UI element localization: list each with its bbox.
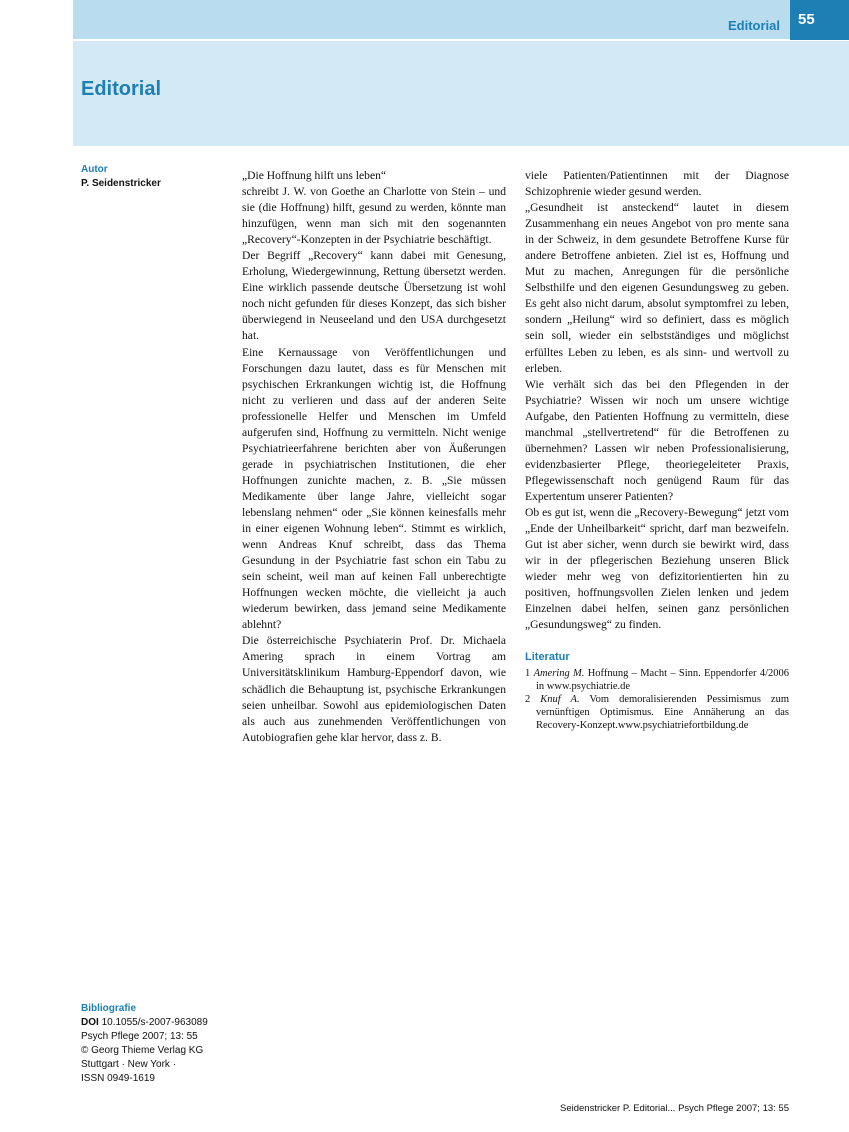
paragraph: viele Patienten/Patientinnen mit der Diagnose Schizophrenie wieder gesund werden. [525,169,789,199]
reference-author: Amering M. [533,668,585,680]
text-column-2 [525,168,789,732]
place-line: Stuttgart · New York · [81,1059,177,1070]
section-label: Editorial [727,18,780,33]
doi-value: 10.1055/s-2007-963089 [101,1017,208,1028]
author-block [81,163,161,191]
issn-line: ISSN 0949-1619 [81,1073,155,1084]
doi-label: DOI [81,1017,99,1028]
journal-line: Psych Pflege 2007; 13: 55 [81,1031,198,1042]
literatur-heading: Literatur [525,651,570,664]
bibliography-block [81,1002,208,1086]
reference-item [525,667,789,693]
reference-number: 1 [525,668,531,680]
header-divider [73,39,849,41]
paragraph: „Gesundheit ist ansteckend“ lautet in diesem Zusammenhang ein neues Angebot von pro mente sana in der Schweiz, in dem gesundete Betroffene Kurse für andere Betroffene anbieten. Ziel ist es, Hoffnung und Mut zu machen, Anregungen für die persönliche Selbsthilfe und den eigenen Gesundungsweg zu geben. Es geht also nicht darum, absolut symptomfrei zu leben, sondern „Heilung“ wird so definiert, dass es möglich sein soll, wieder ein selbstständiges und möglichst erfülltes Leben zu leben, es als sinn- und wertvoll zu erleben. [525,201,789,375]
reference-item [525,693,789,732]
reference-author: Knuf A. [540,694,580,706]
paragraph: Der Begriff „Recovery“ kann dabei mit Genesung, Erholung, Wiedergewinnung, Rettung übersetzt werden. Eine wirklich passende deutsche Übersetzung ist wohl noch nicht gefunden für dieses Konzept, das sich bisher überwiegend in Neuseeland und den USA durchgesetzt hat. [242,249,506,343]
text-column-1 [242,168,506,746]
author-label: Autor [81,164,108,175]
page-title: Editorial [81,78,162,100]
paragraph: „Die Hoffnung hilft uns leben“ [242,169,387,182]
page-number: 55 [790,0,849,40]
doi-line [81,1016,208,1030]
reference-text: Hoffnung – Macht – Sinn. Eppendorfer 4/2006 in www.psychiatrie.de [536,668,790,693]
paragraph: Eine Kernaussage von Veröffentlichungen und Forschungen dazu lautet, dass es für Menschen mit psychischen Erkrankungen wichtig ist, die Hoffnung nicht zu verlieren und dass auf der anderen Seite professionelle Helfer und Menschen im Umfeld aufgerufen sind, Hoffnung zu vermitteln. Nicht wenige Psychiatrieerfahrene berichten aber von Äußerungen gerade in psychiatrischen Institutionen, die eher Hoffnungen zunichte machen, z. B. „Sie müssen Medikamente über lange Jahre, vielleicht sogar lebenslang nehmen“ oder „Sie können keinesfalls mehr in einer eigenen Wohnung leben“. Stimmt es wirklich, wenn Andreas Knuf schreibt, dass das Thema Gesundung in der Psychiatrie fast schon ein Tabu zu sein scheint, weil man auf keinen Fall unberechtigte Hoffnungen wecken möchte, die vielleicht ja auch wiederum bewirken, dass jemand seine Medikamente ablehnt? [242,345,506,632]
author-name: P. Seidenstricker [81,178,161,189]
paragraph: schreibt J. W. von Goethe an Charlotte von Stein – und sie (die Hoffnung) hilft, gesund zu werden, könnte man hinzufügen, wenn man sich mit den sogenannten „Recovery“-Konzepten in der Psychiatrie beschäftigt. [242,185,506,247]
paragraph: Ob es gut ist, wenn die „Recovery-Bewegung“ jetzt vom „Ende der Unheilbarkeit“ spricht, darf man bezweifeln. Gut ist aber sicher, wenn durch sie bewirkt wird, dass wir in der pflegerischen Beziehung unseren Blick wieder mehr weg von defizitorientierten hin zu positiven, hoffnungsvollen Zielen lenken und jedem Einzelnen dabei helfen, seinen ganz persönlichen „Gesundungsweg“ zu finden. [525,505,789,632]
paragraph: Wie verhält sich das bei den Pflegenden in der Psychiatrie? Wissen wir noch um unsere wichtige Aufgabe, den Patienten Hoffnung zu vermitteln, diese manchmal „stellvertretend“ für die Betroffenen zu übernehmen? Lassen wir neben Professionalisierung, evidenzbasierter Pflege, theoriegeleiteter Praxis, Pflegewissenschaft noch genügend Raum für das Expertentum unserer Patienten? [525,377,789,503]
bibliography-label: Bibliografie [81,1003,137,1014]
copyright-line: © Georg Thieme Verlag KG [81,1045,204,1056]
reference-text: Vom demoralisierenden Pessimismus zum vernünftigen Optimismus. Eine Annäherung an das Recovery-Konzept.www.psychiatriefortbildung.de [536,694,789,732]
page-footer: Seidenstricker P. Editorial... Psych Pflege 2007; 13: 55 [559,1103,789,1114]
reference-number: 2 [525,694,531,706]
paragraph: Die österreichische Psychiaterin Prof. Dr. Michaela Amering sprach in einem Vortrag am Universitätsklinikum Hamburg-Eppendorf davon, wie schädlich die Behauptung ist, psychische Erkrankungen seien unheilbar. Sowohl aus epidemiologischen Daten als auch aus zunehmenden Veröffentlichungen von Autobiografien gehe klar hervor, dass z. B. [242,634,506,744]
